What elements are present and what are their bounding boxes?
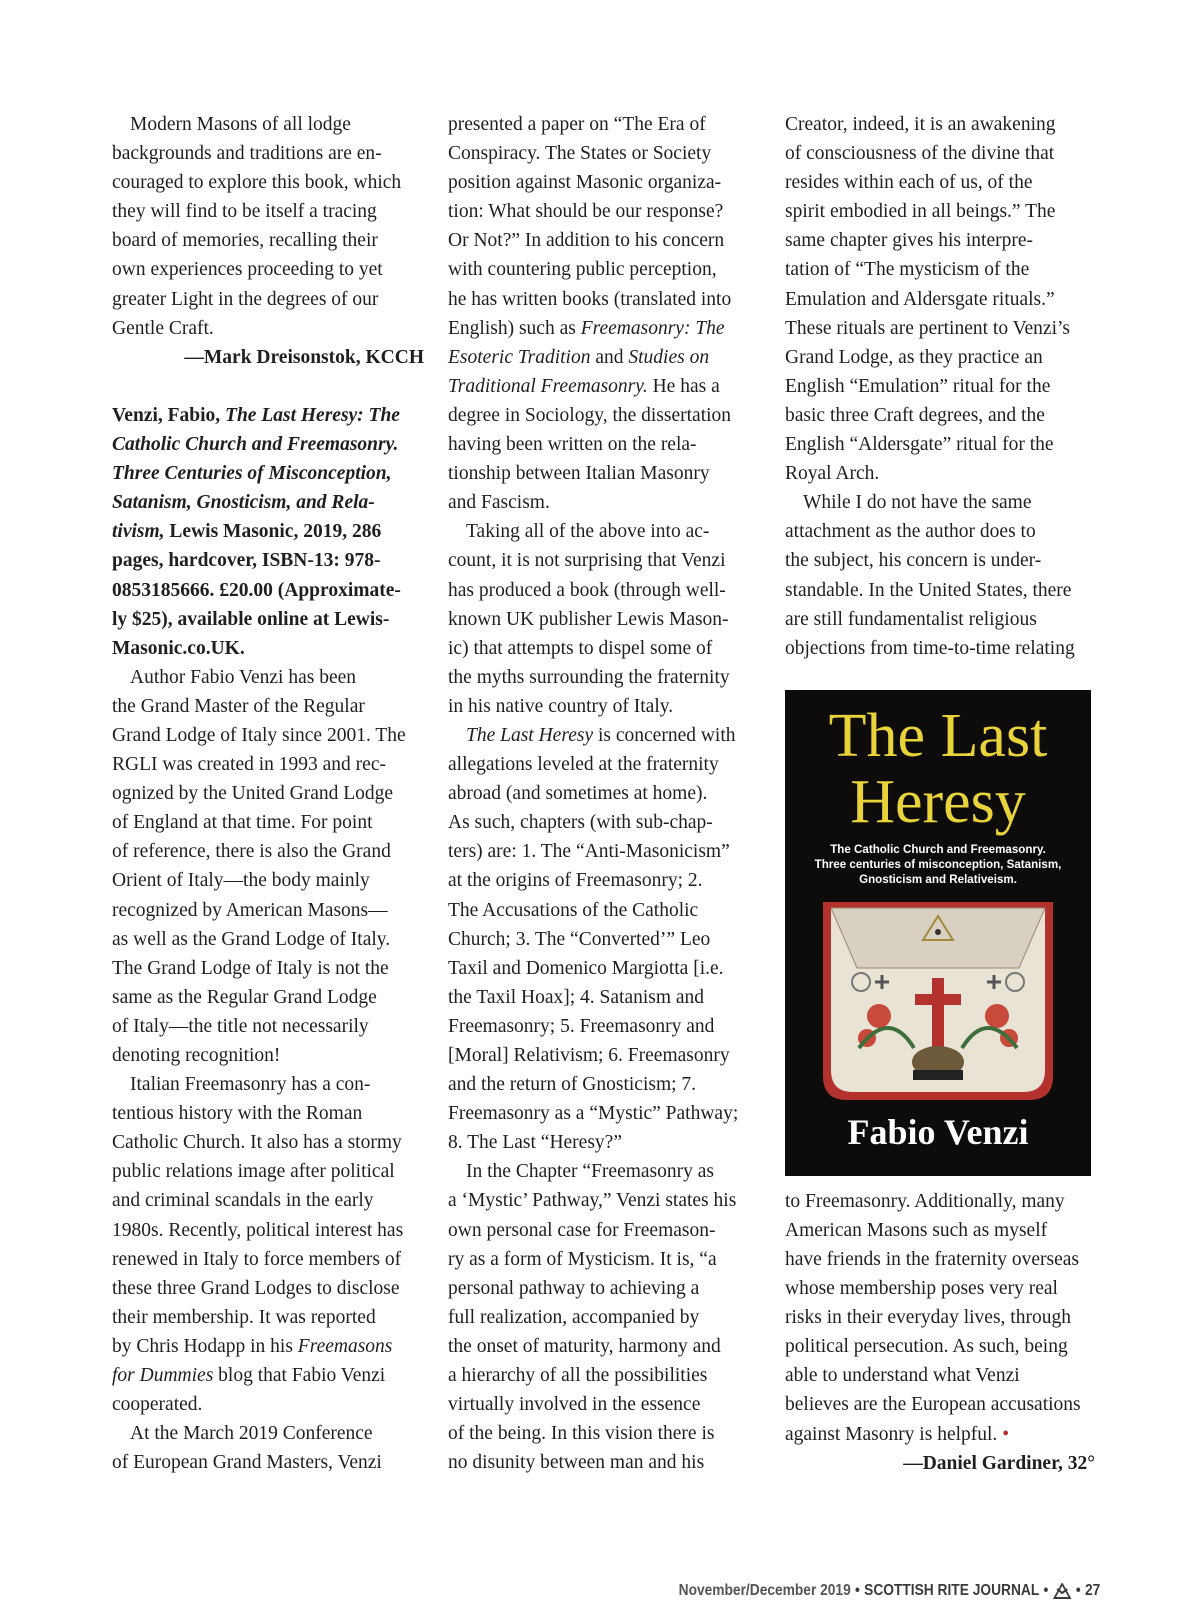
paragraph [448, 110, 766, 517]
citation-title: Three Centuries of Misconception, [112, 463, 392, 485]
text-line: allegations leveled at the fraternity [448, 754, 719, 776]
text-span: against Masonry is helpful. [785, 1423, 998, 1445]
text-line: 8. The Last “Heresy?” [448, 1132, 622, 1154]
text-line: of consciousness of the divine that [785, 143, 1055, 165]
text-line: are still fundamentalist religious [785, 608, 1037, 630]
text-span: is concerned with [593, 724, 736, 746]
text-line: Grand Lodge of Italy since 2001. The [112, 724, 406, 746]
text-line: Freemasonry; 5. Freemasonry and [448, 1015, 715, 1037]
paragraph [112, 663, 424, 1070]
citation-title: The Last Heresy: The [225, 404, 400, 426]
book-title: Freemasonry: The [580, 317, 725, 339]
cover-subtitle [785, 842, 1091, 887]
text-line: Royal Arch. [785, 463, 880, 485]
text-line: of England at that time. For point [112, 812, 373, 834]
text-line: Or Not?” In addition to his concern [448, 230, 725, 252]
text-line: their membership. It was reported [112, 1306, 376, 1328]
text-line: virtually involved in the essence [448, 1394, 701, 1416]
text-line: tionship between Italian Masonry [448, 463, 710, 485]
cover-subtitle-line: The Catholic Church and Freemasonry. [830, 843, 1046, 856]
text-line: the myths surrounding the fraternity [448, 666, 730, 688]
text-line: While I do not have the same [803, 492, 1032, 514]
text-line: and the return of Gnosticism; 7. [448, 1074, 697, 1096]
book-title: Traditional Freemasonry. [448, 375, 648, 397]
citation-line: Masonic.co.UK. [112, 637, 245, 659]
text-line: tentious history with the Roman [112, 1103, 363, 1125]
text-line: no disunity between man and his [448, 1452, 705, 1474]
text-line: Creator, indeed, it is an awakening [785, 114, 1056, 135]
citation-line: 0853185666. £20.00 (Approximate- [112, 579, 401, 601]
separator: • [1043, 1582, 1049, 1599]
book-citation [112, 401, 424, 663]
text-line: recognized by American Masons— [112, 899, 388, 921]
text-line: Freemasonry as a “Mystic” Pathway; [448, 1103, 739, 1125]
text-line: attachment as the author does to [785, 521, 1036, 543]
text-line: he has written books (translated into [448, 288, 732, 310]
text-line: of reference, there is also the Grand [112, 841, 391, 863]
text-line: the onset of maturity, harmony and [448, 1335, 721, 1357]
text-line: ry as a form of Mysticism. It is, “a [448, 1248, 717, 1270]
text-line: count, it is not surprising that Venzi [448, 550, 726, 572]
text-line: at the origins of Freemasonry; 2. [448, 870, 703, 892]
text-line: renewed in Italy to force members of [112, 1248, 402, 1270]
separator: • [1075, 1582, 1081, 1599]
text-span: blog that Fabio Venzi [213, 1365, 386, 1387]
cover-subtitle-line: Three centuries of misconception, Satanism, [814, 858, 1062, 871]
text-line: Taxil and Domenico Margiotta [i.e. [448, 957, 724, 979]
text-line: ic) that attempts to dispel some of [448, 637, 713, 659]
page-number: 27 [1084, 1582, 1100, 1599]
end-mark: • [1002, 1423, 1010, 1445]
text-line: Modern Masons of all lodge [130, 114, 351, 135]
text-line: resides within each of us, of the [785, 172, 1033, 194]
journal-name: SCOTTISH RITE JOURNAL [863, 1582, 1039, 1599]
text-line: a hierarchy of all the possibilities [448, 1365, 708, 1387]
text-line: tion: What should be our response? [448, 201, 724, 223]
cover-author: Fabio Venzi [847, 1112, 1029, 1152]
text-line: to Freemasonry. Additionally, many [785, 1190, 1065, 1212]
column-1 [112, 110, 424, 1477]
text-line: having been written on the rela- [448, 434, 697, 456]
cover-title: Heresy [850, 768, 1026, 836]
book-title: The Last Heresy [466, 724, 594, 746]
text-line: spirit embodied in all beings.” The [785, 201, 1056, 223]
page-footer [678, 1582, 1100, 1600]
text-line: As such, chapters (with sub-chap- [448, 812, 713, 834]
paragraph [448, 1157, 766, 1477]
paragraph [112, 1419, 424, 1477]
text-line: degree in Sociology, the dissertation [448, 404, 732, 426]
text-line: in his native country of Italy. [448, 695, 674, 717]
text-span: by Chris Hodapp in his [112, 1335, 298, 1357]
text-line: these three Grand Lodges to disclose [112, 1277, 400, 1299]
paragraph [785, 488, 1095, 663]
text-line: political persecution. As such, being [785, 1336, 1068, 1358]
book-title: Esoteric Tradition [448, 346, 591, 368]
text-line: English “Emulation” ritual for the [785, 375, 1051, 397]
text-line: same chapter gives his interpre- [785, 230, 1033, 252]
text-line: own experiences proceeding to yet [112, 259, 383, 281]
text-line: Gentle Craft. [112, 317, 214, 339]
text-line: [Moral] Relativism; 6. Freemasonry [448, 1045, 730, 1066]
paragraph [448, 517, 766, 721]
blog-title: for Dummies [112, 1365, 214, 1387]
text-line: The Grand Lodge of Italy is not the [112, 957, 389, 979]
text-line: public relations image after political [112, 1161, 395, 1183]
text-line: objections from time-to-time relating [785, 637, 1075, 659]
text-line: Orient of Italy—the body mainly [112, 870, 370, 892]
text-line: with countering public perception, [448, 259, 717, 281]
citation-title: Catholic Church and Freemasonry. [112, 434, 399, 456]
review-1-closing-paragraph [112, 110, 424, 343]
masonic-apron-illustration [819, 898, 1057, 1104]
text-line: whose membership poses very real [785, 1278, 1058, 1300]
reviewer-signature: —Mark Dreisonstok, KCCH [184, 346, 424, 368]
column-2 [448, 110, 766, 1477]
text-line: couraged to explore this book, which [112, 172, 402, 194]
text-line: and Fascism. [448, 492, 550, 514]
text-line: position against Masonic organiza- [448, 172, 722, 194]
paragraph [448, 721, 766, 1157]
text-line: In the Chapter “Freemasonry as [466, 1161, 714, 1183]
cover-title: The Last [828, 702, 1048, 770]
citation-line: ly $25), available online at Lewis- [112, 608, 390, 630]
issue-date: November/December 2019 [678, 1582, 851, 1599]
text-line: standable. In the United States, there [785, 579, 1072, 601]
text-line: Grand Lodge, as they practice an [785, 346, 1043, 368]
reviewer-signature: —Daniel Gardiner, 32° [903, 1452, 1095, 1474]
text-line: personal pathway to achieving a [448, 1277, 700, 1299]
blog-title: Freemasons [297, 1335, 393, 1357]
text-line: Catholic Church. It also has a stormy [112, 1132, 402, 1154]
text-line: Author Fabio Venzi has been [130, 666, 357, 688]
text-line: presented a paper on “The Era of [448, 114, 706, 135]
text-line: These rituals are pertinent to Venzi’s [785, 317, 1071, 339]
text-line: has produced a book (through well- [448, 579, 726, 601]
text-line: Italian Freemasonry has a con- [130, 1074, 371, 1096]
text-line: ters) are: 1. The “Anti-Masonicism” [448, 841, 730, 863]
text-line: Church; 3. The “Converted’” Leo [448, 928, 711, 950]
text-line: the Taxil Hoax]; 4. Satanism and [448, 986, 705, 1008]
text-line: have friends in the fraternity overseas [785, 1248, 1080, 1270]
text-line: cooperated. [112, 1394, 203, 1416]
text-line: abroad (and sometimes at home). [448, 783, 708, 805]
text-line: known UK publisher Lewis Mason- [448, 608, 729, 630]
paragraph [785, 110, 1095, 488]
text-line: of Italy—the title not necessarily [112, 1015, 369, 1037]
cover-subtitle-line: Gnosticism and Relativeism. [859, 873, 1017, 886]
text-line: The Accusations of the Catholic [448, 899, 699, 921]
separator: • [854, 1582, 860, 1599]
text-line: basic three Craft degrees, and the [785, 404, 1045, 426]
text-line: English “Aldersgate” ritual for the [785, 434, 1054, 456]
text-line: and criminal scandals in the early [112, 1190, 374, 1212]
text-line: own personal case for Freemason- [448, 1219, 716, 1241]
citation-title: tivism, [112, 521, 165, 543]
text-line: as well as the Grand Lodge of Italy. [112, 928, 391, 950]
text-line: of the being. In this vision there is [448, 1423, 715, 1445]
paragraph [112, 1070, 424, 1419]
book-title: Studies on [628, 346, 710, 368]
text-line: able to understand what Venzi [785, 1365, 1020, 1387]
text-span: and [590, 346, 629, 368]
text-line: denoting recognition! [112, 1045, 281, 1066]
text-line: the subject, his concern is under- [785, 550, 1042, 572]
text-span: He has a [647, 375, 720, 397]
text-line: tation of “The mysticism of the [785, 259, 1030, 281]
text-line: risks in their everyday lives, through [785, 1307, 1071, 1329]
text-line: Emulation and Aldersgate rituals.” [785, 288, 1055, 310]
text-line: backgrounds and traditions are en- [112, 143, 382, 165]
text-line: At the March 2019 Conference [130, 1423, 373, 1445]
text-line: of European Grand Masters, Venzi [112, 1452, 382, 1474]
text-line: believes are the European accusations [785, 1394, 1081, 1416]
double-headed-eagle-icon [1052, 1583, 1071, 1599]
text-line: a ‘Mystic’ Pathway,” Venzi states his [448, 1190, 737, 1212]
text-line: RGLI was created in 1993 and rec- [112, 754, 386, 776]
text-line: board of memories, recalling their [112, 230, 378, 252]
citation-author: Venzi, Fabio, [112, 404, 226, 426]
text-span: English) such as [448, 317, 581, 339]
text-line: greater Light in the degrees of our [112, 288, 379, 310]
citation-publisher: Lewis Masonic, 2019, 286 [164, 521, 382, 543]
text-line: 1980s. Recently, political interest has [112, 1219, 404, 1241]
paragraph [785, 1187, 1095, 1449]
text-line: same as the Regular Grand Lodge [112, 986, 377, 1008]
text-line: Taking all of the above into ac- [466, 521, 710, 543]
book-cover-image [785, 690, 1091, 1176]
text-line: American Masons such as myself [785, 1219, 1048, 1241]
text-line: Conspiracy. The States or Society [448, 143, 712, 165]
citation-line: pages, hardcover, ISBN-13: 978- [112, 550, 381, 572]
text-line: they will find to be itself a tracing [112, 201, 377, 223]
text-line: the Grand Master of the Regular [112, 695, 365, 717]
text-line: full realization, accompanied by [448, 1306, 700, 1328]
citation-title: Satanism, Gnosticism, and Rela- [112, 492, 375, 514]
text-line: ognized by the United Grand Lodge [112, 783, 394, 805]
